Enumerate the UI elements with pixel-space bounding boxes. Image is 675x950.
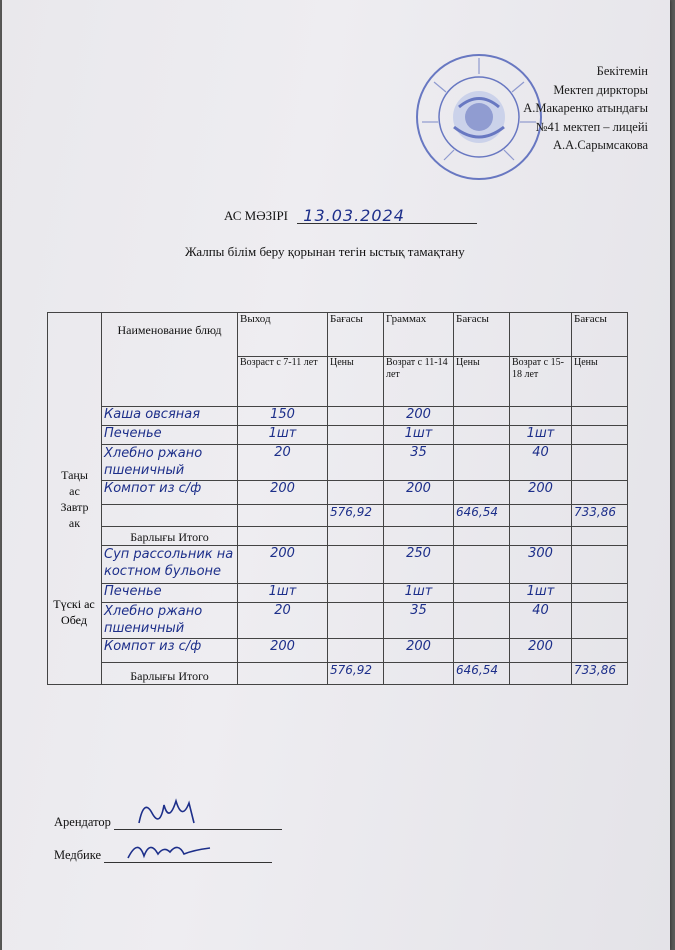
tenant-signature [134,793,204,833]
grams-7-11: 20 [238,445,328,481]
tenant-signature-line [54,815,282,830]
menu-date: 13.03.2024 [303,206,405,225]
document-page [2,0,670,950]
grams-11-14: 200 [384,407,454,426]
breakfast-total-label: Барлығы Итого [102,527,238,546]
price-sum-15-18: 733,86 [572,663,628,685]
header-price: Бағасы [328,313,384,357]
grams-11-14: 200 [384,481,454,505]
lunch-label: Түскі ас Обед [53,597,95,627]
dish-name: Суп рассольник на костном бульоне [102,546,238,584]
nurse-signature [124,832,214,866]
grams-11-14: 200 [384,639,454,663]
grams-11-14: 35 [384,603,454,639]
grams-15-18: 300 [510,546,572,584]
approval-line: А.А.Сарымсакова [553,138,648,152]
approval-line: А.Макаренко атындағы [523,101,648,115]
price-sum-11-14: 646,54 [454,663,510,685]
grams-15-18 [510,407,572,426]
header-age: Возраст с 7-11 лет [238,357,328,407]
header-price: Бағасы [572,313,628,357]
dish-name: Печенье [102,584,238,603]
menu-subtitle: Жалпы білім беру қорынан тегін ыстық тамақтану [185,244,465,259]
grams-7-11: 200 [238,546,328,584]
header-output: Выход [238,313,328,357]
dish-name: Каша овсяная [102,407,238,426]
tenant-label: Арендатор [54,815,111,829]
dish-name: Хлебно ржано пшеничный [102,603,238,639]
grams-11-14: 1шт [384,426,454,445]
grams-15-18: 40 [510,445,572,481]
nurse-label: Медбике [54,848,102,862]
approval-line: №41 мектеп – лицейі [535,119,648,134]
dish-name: Компот из с/ф [102,481,238,505]
approval-block [523,62,648,155]
header-age: Возрат с 11-14 лет [384,357,454,407]
lunch-total-label: Барлығы Итого [102,663,238,685]
grams-15-18: 1шт [510,584,572,603]
header-age: Возрат с 15-18 лет [510,357,572,407]
breakfast-label: Таңы ас Завтр ак [60,467,89,530]
grams-7-11: 1шт [238,426,328,445]
grams-15-18: 1шт [510,426,572,445]
dish-name: Компот из с/ф [102,639,238,663]
header-prices: Цены [572,357,628,407]
grams-11-14: 250 [384,546,454,584]
grams-15-18: 200 [510,481,572,505]
header-price: Бағасы [454,313,510,357]
approval-line: Мектеп дирктоpы [553,82,648,97]
header-empty [510,313,572,357]
approval-line: Бекітемін [596,64,648,78]
dish-name: Печенье [102,426,238,445]
grams-15-18: 40 [510,603,572,639]
grams-7-11: 20 [238,603,328,639]
grams-7-11: 150 [238,407,328,426]
header-dish-name: Наименование блюд [102,313,238,407]
nurse-signature-line [54,848,272,863]
date-line [297,206,477,225]
grams-11-14: 35 [384,445,454,481]
grams-11-14: 1шт [384,584,454,603]
price-sum-7-11: 576,92 [328,663,384,685]
dish-name: Хлебно ржано пшеничный [102,445,238,481]
grams-7-11: 200 [238,481,328,505]
price-sum-15-18: 733,86 [572,505,628,527]
menu-table [47,312,628,685]
menu-title [224,208,477,224]
grams-7-11: 1шт [238,584,328,603]
grams-15-18: 200 [510,639,572,663]
header-grams: Граммах [384,313,454,357]
header-prices: Цены [328,357,384,407]
price-sum-11-14: 646,54 [454,505,510,527]
header-prices: Цены [454,357,510,407]
price-sum-7-11: 576,92 [328,505,384,527]
title-text: АС МӘЗІРІ [224,208,289,223]
grams-7-11: 200 [238,639,328,663]
